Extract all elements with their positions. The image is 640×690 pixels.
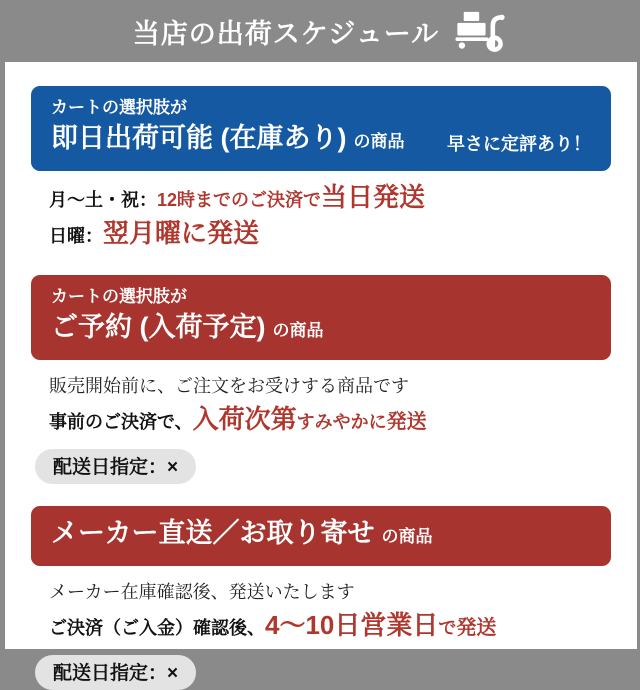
banner-in-stock-suffix: の商品 — [353, 132, 405, 151]
page-title: 当店の出荷スケジュール — [132, 18, 440, 49]
banner-preorder-suffix: の商品 — [272, 321, 324, 340]
in-stock-weekday-row — [49, 181, 637, 217]
preorder-shipping-row — [49, 403, 637, 439]
banner-in-stock-title: 即日出荷可能 (在庫あり) — [51, 123, 347, 153]
preorder-ship: 発送 — [386, 411, 427, 433]
weekday-condition: 12時までのご決済で — [157, 190, 322, 210]
weekday-result: 当日発送 — [321, 182, 426, 212]
banner-preorder — [31, 275, 611, 360]
preorder-promptly: すみやかに — [296, 412, 387, 432]
sunday-result: 翌月曜に発送 — [103, 218, 260, 248]
banner-preorder-line1: カートの選択肢が — [51, 287, 187, 306]
banner-direct-title: メーカー直送／お取り寄せ — [51, 518, 375, 548]
direct-de: で — [438, 618, 457, 638]
direct-description-row: メーカー在庫確認後、発送いたします — [49, 582, 355, 602]
sunday-label: 日曜： — [49, 226, 103, 246]
header — [0, 0, 640, 62]
banner-in-stock — [31, 86, 611, 171]
content-panel — [5, 62, 637, 684]
direct-notes — [49, 576, 637, 645]
banner-direct-line — [51, 515, 591, 555]
delivery-date-pill-preorder: 配送日指定：× — [35, 449, 196, 484]
weekday-label: 月〜土・祝： — [49, 190, 157, 210]
banner-preorder-line2 — [51, 309, 591, 349]
preorder-notes — [49, 370, 637, 439]
preorder-timing: 入荷次第 — [192, 404, 297, 434]
preorder-description-row: 販売開始前に、ご注文をお受けする商品です — [49, 376, 409, 396]
banner-direct — [31, 506, 611, 566]
speed-reputation-badge: 早さに定評あり！ — [447, 134, 591, 154]
hand-truck-icon — [455, 11, 507, 51]
banner-in-stock-line1: カートの選択肢が — [51, 98, 187, 117]
delivery-date-pill-direct: 配送日指定：× — [35, 655, 196, 690]
direct-ship: 発送 — [456, 617, 497, 639]
direct-shipping-row — [49, 609, 637, 645]
banner-direct-suffix: の商品 — [381, 527, 433, 546]
preorder-condition: 事前のご決済で、 — [49, 412, 193, 432]
direct-condition: ご決済（ご入金）確認後、 — [49, 618, 265, 638]
direct-timing: 4〜10日営業日 — [265, 610, 439, 640]
banner-preorder-title: ご予約 (入荷予定) — [51, 312, 266, 342]
in-stock-sunday-row — [49, 217, 637, 253]
in-stock-notes — [49, 181, 637, 253]
